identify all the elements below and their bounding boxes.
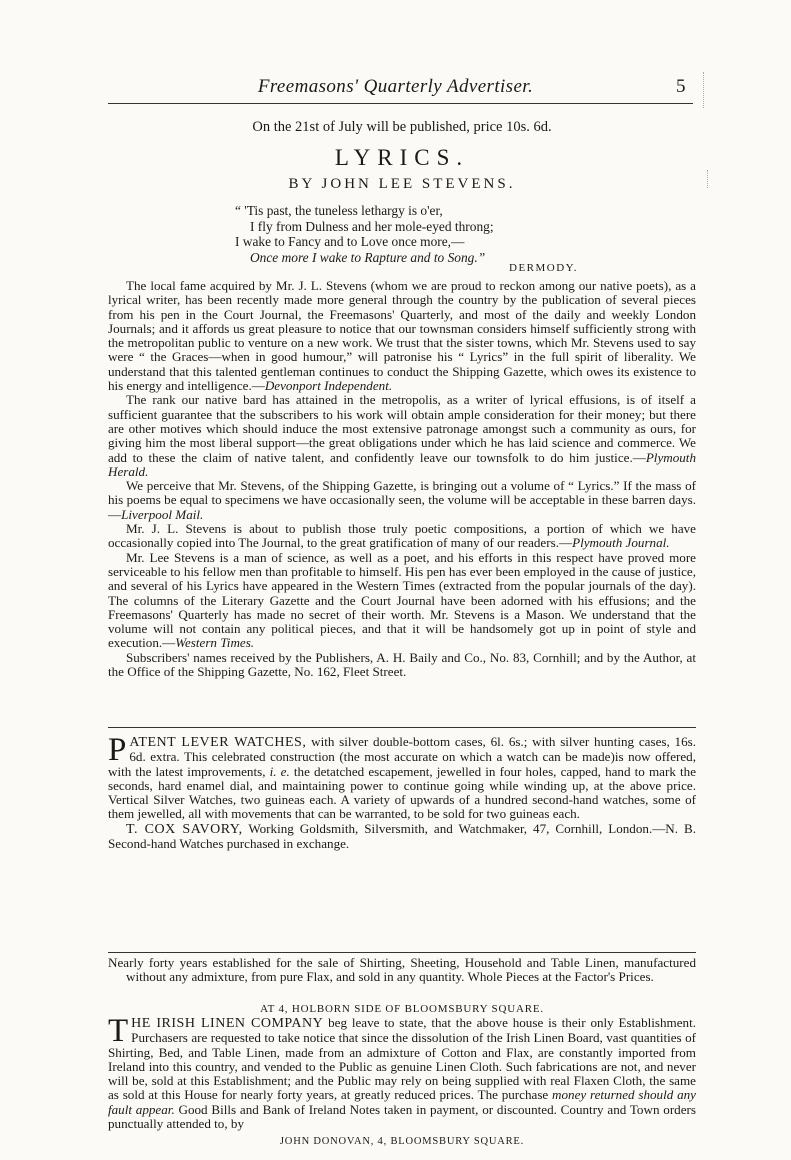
advert-headline: ATENT LEVER WATCHES,	[129, 735, 307, 750]
linen-advert: THE IRISH LINEN COMPANY beg leave to state, that the above house is their only Establishment. Purchasers are requested to take notice that since the dissolution of the Irish Linen Board, vast quantities of Shirting, Bed, and Table Linen, made from an admixture of Cotton and Flax, are constantly imported from Ireland into this country, and vended to the Public as genuine Linen Cloth. Such fabrications are not, and never will be, sold at this Establishment; and the Public may rely on being supplied with real Flaxen Cloth, the same as sold at this House for nearly forty years, at greatly reduced prices. The purchase money returned should any fault appear. Good Bills and Bank of Ireland Notes taken in payment, or discounted. Country and Town orders punctually attended to, by	[108, 1013, 697, 1132]
quote-source: Western Times.	[175, 635, 255, 651]
maker-address: T. COX SAVORY, Working Goldsmith, Silversmith, and Watchmaker, 47, Cornhill, London.—N. B. Second-hand Watches purchased in exchange.	[108, 820, 696, 852]
maker-name: T. COX SAVORY,	[126, 821, 243, 837]
publication-notice: On the 21st of July will be published, price 10s. 6d.	[252, 119, 552, 135]
page-number: 5	[676, 76, 686, 97]
advert-headline: HE IRISH LINEN COMPANY	[131, 1016, 324, 1031]
watches-advert: PATENT LEVER WATCHES, with silver double-bottom cases, 6l. 6s.; with silver hunting cases, 16s. 6d. extra. This celebrated construction (the most accurate on which a watch can be made)is now offered, with the latest improvements, i. e. the detatched escapement, jewelled in four holes, capped, hand to mark the seconds, hard enamel dial, and maintaining power to continue going while winding up, at the above price. Vertical Silver Watches, two guineas each. A variety of upwards of a hundred second-hand watches, some of them jewelled, all with movements that can be warranted, to be sold for two guineas each. T. COX SAVORY, Working Goldsmith, Silversmith, and Watchmaker, 47, Cornhill, London.—N. B. Second-hand Watches purchased in exchange.	[108, 732, 696, 852]
author-byline: BY JOHN LEE STEVENS.	[288, 176, 516, 192]
quote-source: Devonport Independent.	[264, 378, 393, 394]
linen-address: AT 4, HOLBORN SIDE OF BLOOMSBURY SQUARE.	[260, 1003, 544, 1015]
press-quote: The rank our native bard has attained in the metropolis, as a writer of lyrical effusions, is of itself a sufficient guarantee that the subscribers to his work will obtain ample consideration for their money; but there are other motives which should induce the most extensive patronage amongst such a community as ours, for giving him the most liberal support—the great obligations under which he has laid science and commerce. We add to these the claim of native talent, and confidently leave our townsfolk to do him justice.—Plymouth Herald.	[108, 392, 696, 479]
page-header-title: Freemasons' Quarterly Advertiser.	[257, 76, 534, 97]
press-quote: The local fame acquired by Mr. J. L. Stevens (whom we are proud to reckon among our native poets), as a lyrical writer, has been recently made more general through the country by the publication of several pieces from his pen in the Court Journal, the Freemasons' Quarterly, and most of the daily and weekly London Journals; and it affords us great pleasure to notice that our townsman considers himself sufficiently strong with the metropolitan public to venture on a new work. We trust that the sister towns, which Mr. Stevens used to say were “ the Graces—when in good humour,” will patronise his “ Lyrics” in the full spirit of liberality. We understand that this talented gentleman continues to conduct the Shipping Gazette, which owes its existence to his energy and intelligence.—Devonport Independent.	[108, 278, 696, 394]
poem-line: I fly from Dulness and her mole-eyed throng;	[250, 218, 494, 234]
poem-line: “ 'Tis past, the tuneless lethargy is o'er,	[235, 203, 443, 218]
quote-source: Plymouth Herald.	[108, 449, 696, 479]
poem-line: Once more I wake to Rapture and to Song.”	[250, 249, 486, 265]
linen-notice: Nearly forty years established for the sale of Shirting, Sheeting, Household and Table Linen, manufactured without any admixture, from pure Flax, and sold in any quantity. Whole Pieces at the Factor's Prices.	[108, 955, 696, 985]
section-rule	[108, 727, 696, 728]
poem-line: I wake to Fancy and to Love once more,—	[235, 234, 465, 249]
linen-signature: JOHN DONOVAN, 4, BLOOMSBURY SQUARE.	[279, 1136, 525, 1147]
quote-source: Liverpool Mail.	[121, 506, 204, 522]
drop-cap: T	[108, 1013, 129, 1049]
press-quote: Mr. Lee Stevens is a man of science, as well as a poet, and his efforts in this respect have proved more serviceable to his fellow men than profitable to himself. His pen has ever been employed in the cause of justice, and several of his Lyrics have appeared in the Western Times (extracted from the popular journals of the day). The columns of the Literary Gazette and the Court Journal have been adorned with his effusions; and the Freemasons' Quarterly has made no secret of their worth. Mr. Stevens is a Mason. We understand that the volume will not contain any political pieces, and that it will be handsomely got up in point of style and execution.—Western Times.	[108, 549, 696, 651]
header-rule	[108, 103, 693, 104]
book-title: LYRICS.	[334, 145, 470, 170]
section-rule	[108, 952, 696, 953]
subscribers-note: Subscribers' names received by the Publishers, A. H. Baily and Co., No. 83, Cornhill; and by the Author, at the Office of the Shipping Gazette, No. 162, Fleet Street.	[108, 649, 696, 680]
epigraph-poem	[235, 203, 535, 265]
quote-source: Plymouth Journal.	[572, 535, 670, 551]
poem-attribution: DERMODY.	[509, 262, 578, 274]
drop-cap: P	[108, 732, 127, 768]
press-quote: Mr. J. L. Stevens is about to publish those truly poetic compositions, a portion of which we have occasionally copied into The Journal, to the great gratification of many of our readers.—Plymouth Journal.	[108, 521, 696, 551]
page-edge-mark	[707, 170, 709, 188]
press-notices	[108, 279, 696, 679]
press-quote: We perceive that Mr. Stevens, of the Shipping Gazette, is bringing out a volume of “ Lyrics.” If the mass of his poems be equal to specimens we have occasionally seen, the volume will be acceptable in these barren days.—Liverpool Mail.	[108, 478, 696, 522]
